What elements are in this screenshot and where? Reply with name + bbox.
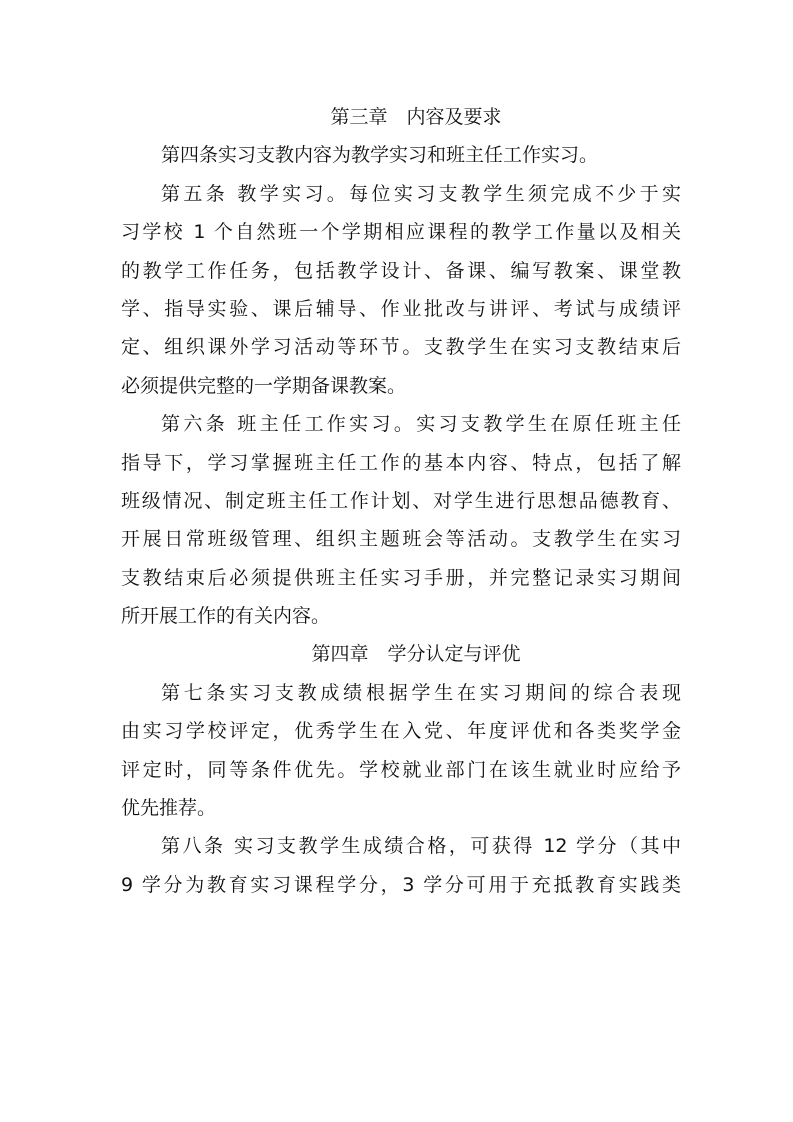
paragraph-line: 的教学工作任务，包括教学设计、备课、编写教案、课堂教 [121,259,681,282]
paragraph-line: 9 学分为教育实习课程学分，3 学分可用于充抵教育实践类 [121,873,681,896]
paragraph-line: 第五条 教学实习。每位实习支教学生须完成不少于实 [161,182,681,205]
paragraph-line: 优先推荐。 [121,797,217,820]
paragraph-line: 习学校 1 个自然班一个学期相应课程的教学工作量以及相关 [121,221,681,244]
paragraph-line: 第七条实习支教成绩根据学生在实习期间的综合表现 [161,681,681,704]
paragraph-line: 必须提供完整的一学期备课教案。 [121,374,407,397]
paragraph-line: 定、组织课外学习活动等环节。支教学生在实习支教结束后 [121,336,681,359]
paragraph-line: 评定时，同等条件优先。学校就业部门在该生就业时应给予 [121,758,681,781]
chapter-heading: 第三章 内容及要求 [330,106,502,128]
paragraph-line: 第四条实习支教内容为教学实习和班主任工作实习。 [161,144,599,167]
paragraph-line: 学、指导实验、课后辅导、作业批改与讲评、考试与成绩评 [121,297,681,320]
chapter-heading: 第四章 学分认定与评优 [311,643,521,666]
paragraph-line: 指导下，学习掌握班主任工作的基本内容、特点，包括了解 [121,451,681,474]
paragraph-line: 由实习学校评定，优秀学生在入党、年度评优和各类奖学金 [121,720,681,743]
paragraph-line: 第八条 实习支教学生成绩合格，可获得 12 学分（其中 [161,835,681,858]
paragraph-line: 开展日常班级管理、组织主题班会等活动。支教学生在实习 [121,528,681,551]
paragraph-line: 第六条 班主任工作实习。实习支教学生在原任班主任 [161,413,681,436]
document-body [121,98,681,904]
paragraph-line: 支教结束后必须提供班主任实习手册，并完整记录实习期间 [121,566,681,589]
paragraph-line: 所开展工作的有关内容。 [121,605,331,628]
paragraph-line: 班级情况、制定班主任工作计划、对学生进行思想品德教育、 [121,489,681,512]
